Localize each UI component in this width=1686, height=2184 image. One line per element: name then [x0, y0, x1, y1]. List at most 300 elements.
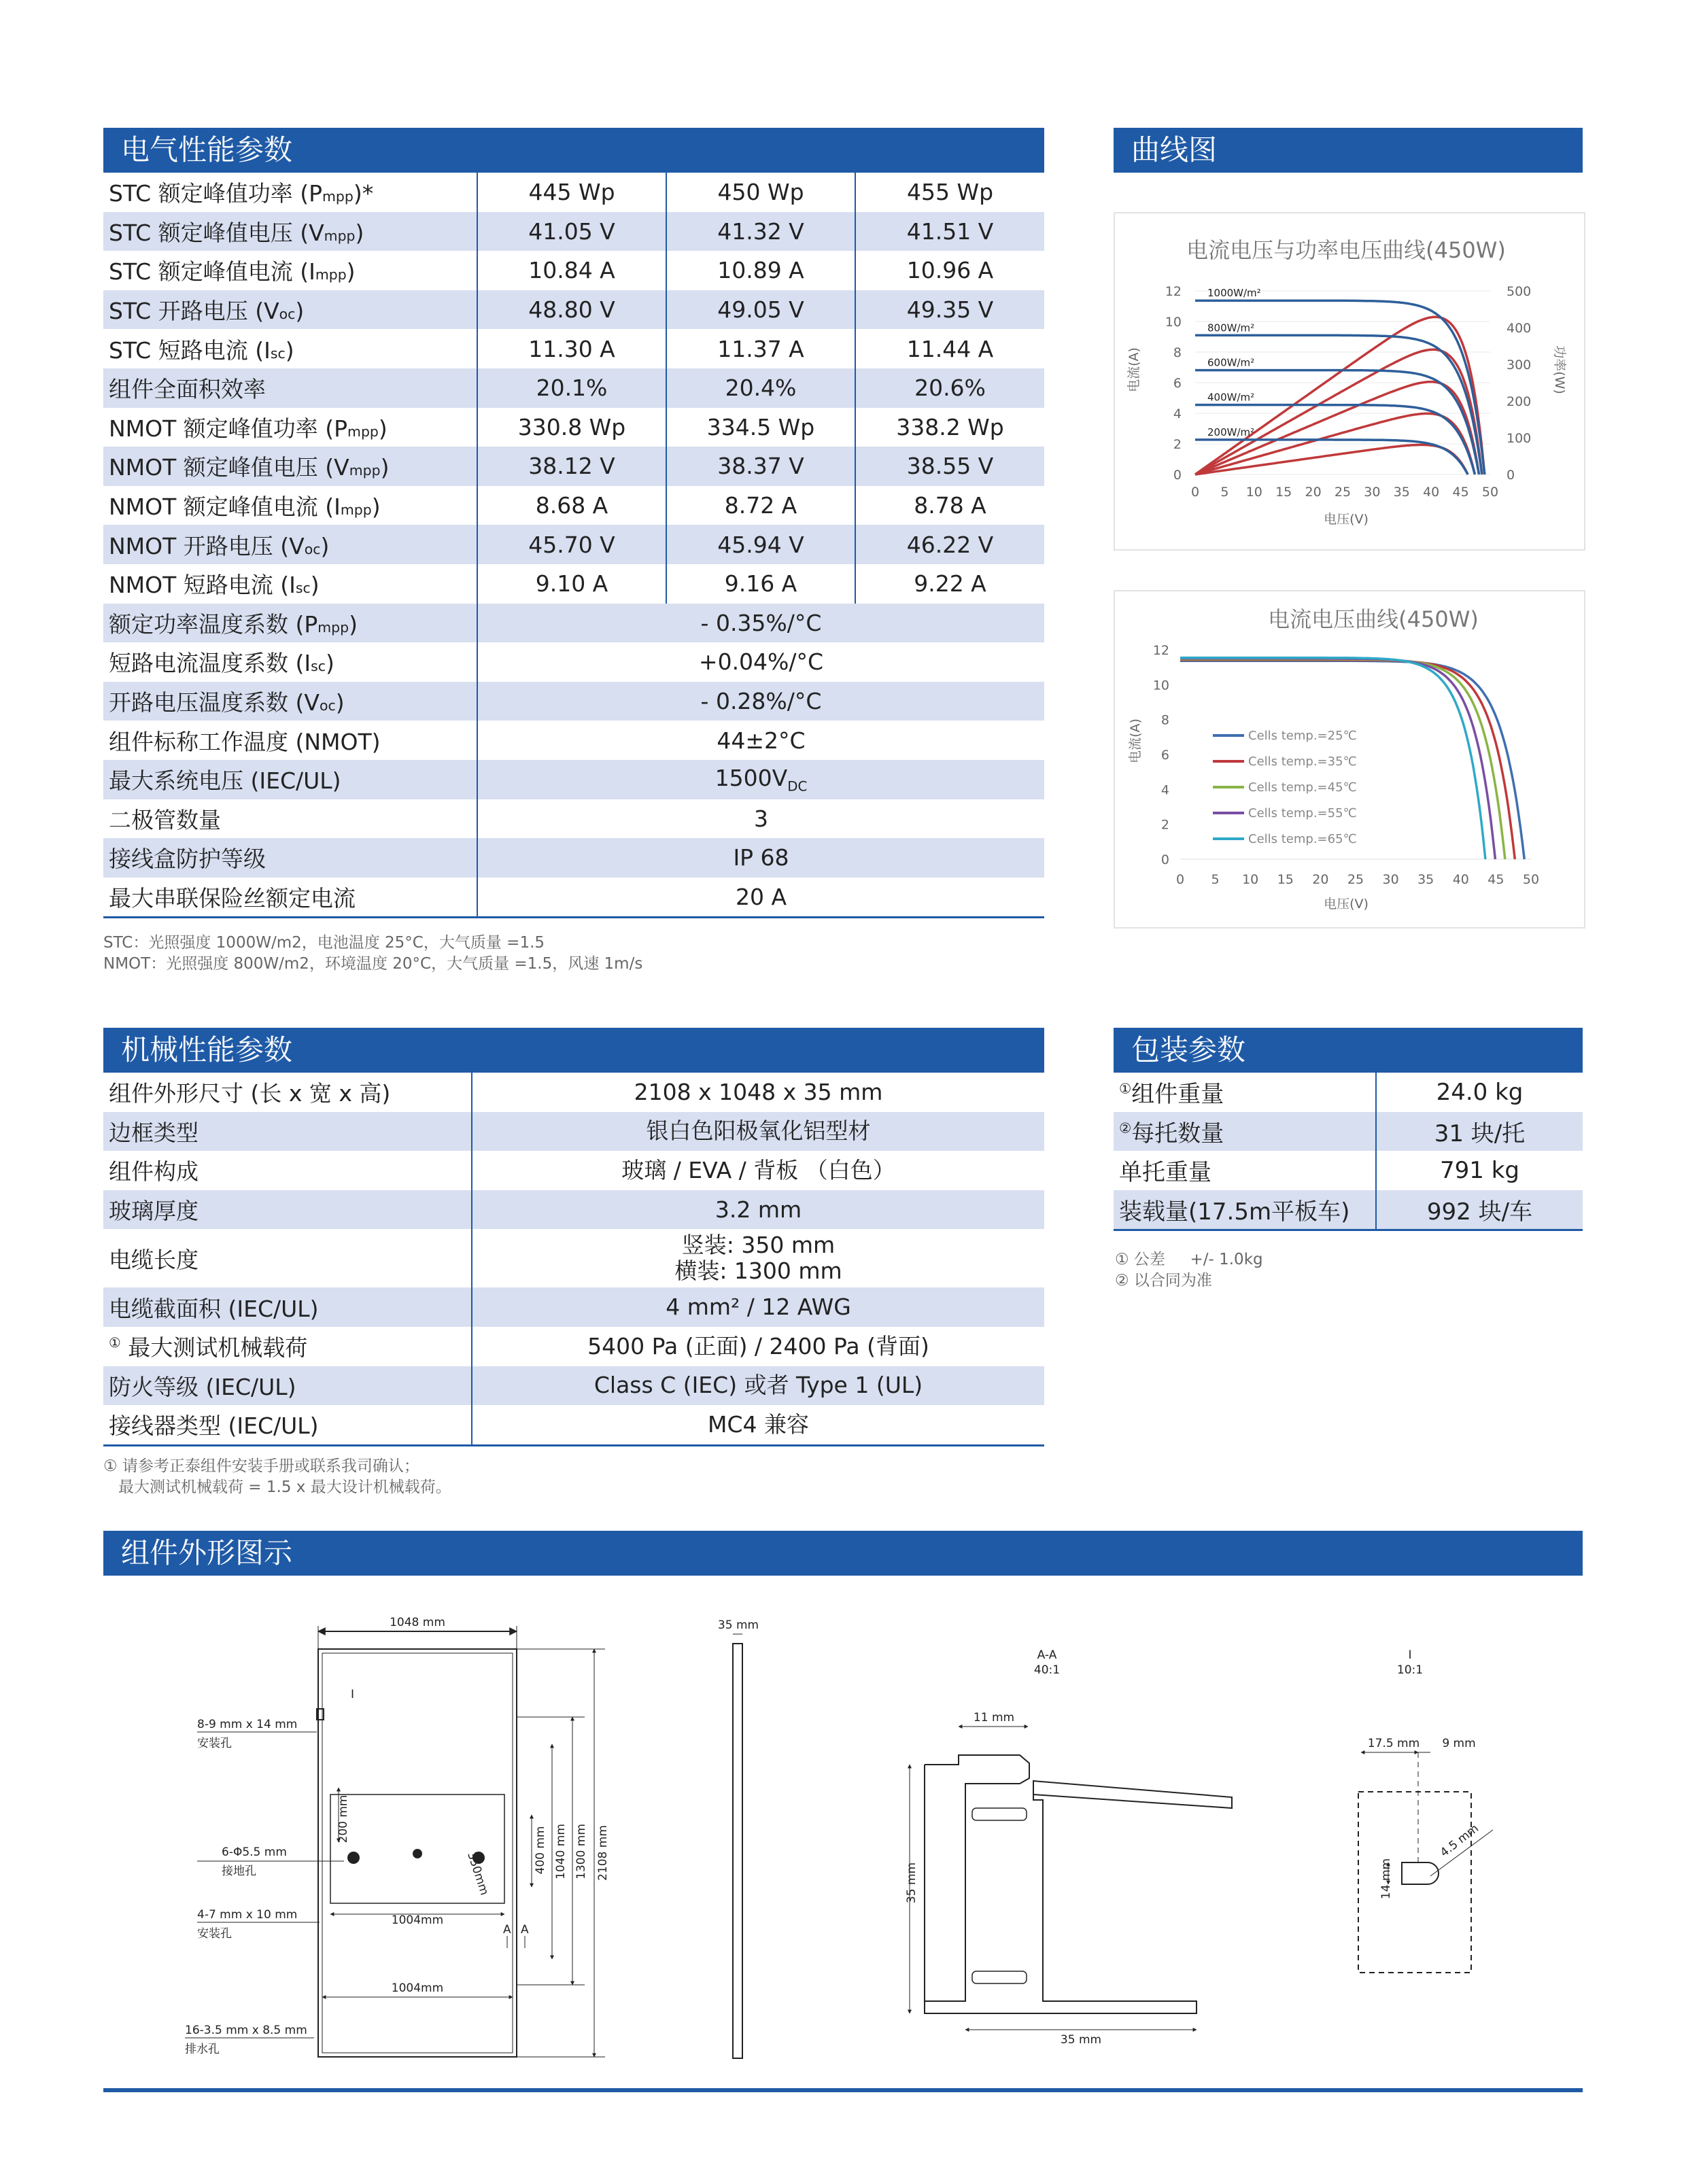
label-subscript: mpp — [317, 619, 349, 636]
mech-label — [103, 1366, 472, 1406]
y-tick-label: 12 — [1152, 643, 1169, 658]
label-text: 玻璃厚度 — [109, 1198, 199, 1225]
mech-value — [472, 1366, 1044, 1406]
spec-value — [477, 878, 1044, 918]
label-text: 边框类型 — [109, 1119, 199, 1146]
dim-width: 1048 mm — [390, 1616, 445, 1629]
irradiance-label: 800W/m² — [1207, 322, 1255, 334]
label-tail: ) — [378, 415, 388, 442]
label-subscript: sc — [270, 345, 286, 362]
y-tick-label: 4 — [1173, 406, 1182, 421]
label-text: 额定功率温度系数 (P — [109, 610, 318, 638]
spec-value: 9.16 A — [666, 564, 855, 604]
y-tick-label: 2 — [1173, 437, 1182, 452]
spec-label — [103, 408, 477, 447]
value-text: 1500V — [715, 764, 788, 791]
spec-label — [103, 212, 477, 252]
power-curve-4 — [1195, 445, 1468, 474]
detail-title: I — [1408, 1648, 1412, 1662]
label-subscript: mpp — [315, 266, 347, 283]
label-subscript: sc — [295, 580, 311, 597]
electrical-notes — [103, 933, 642, 975]
irradiance-label: 600W/m² — [1207, 356, 1255, 369]
mech-value — [472, 1190, 1044, 1230]
footnote-mark: ① — [109, 1335, 121, 1351]
value-line: 横装: 1300 mm — [674, 1258, 842, 1285]
section-mark-a1: A — [503, 1923, 511, 1937]
y-tick-label: 6 — [1160, 748, 1169, 763]
pack-note-1: ① 公差 +/- 1.0kg — [1115, 1251, 1263, 1268]
spec-row — [103, 368, 1044, 408]
spec-value: 330.8 Wp — [477, 408, 666, 447]
label-tail: ) — [326, 650, 334, 677]
spec-row — [103, 251, 1044, 290]
iv-pv-chart-box — [1114, 212, 1585, 551]
spec-value: 48.80 V — [477, 290, 666, 330]
spec-value — [477, 721, 1044, 760]
spec-row — [103, 173, 1044, 212]
ground-hole-label: 6-Φ5.5 mm — [222, 1845, 287, 1859]
label-subscript: oc — [304, 540, 321, 557]
spec-row — [103, 838, 1044, 878]
mech-label — [103, 1112, 472, 1151]
value-text: 20 A — [735, 883, 787, 910]
label-text: NMOT 额定峰值电压 (V — [109, 454, 349, 481]
label-tail: ) — [346, 258, 356, 285]
label-tail: ) — [310, 572, 320, 599]
spec-value — [477, 604, 1044, 643]
x-tick-label: 20 — [1305, 485, 1322, 500]
label-subscript: mpp — [322, 188, 354, 205]
label-text: 最大系统电压 (IEC/UL) — [109, 767, 341, 795]
spec-row — [103, 447, 1044, 486]
value-line: MC4 兼容 — [708, 1410, 809, 1438]
irradiance-label: 400W/m² — [1207, 391, 1255, 404]
pack-label — [1114, 1151, 1376, 1190]
value-text: 44±2°C — [717, 727, 806, 754]
x-tick-label: 45 — [1452, 485, 1469, 500]
spec-value: 338.2 Wp — [855, 408, 1044, 447]
spec-label — [103, 290, 477, 330]
spec-value — [477, 642, 1044, 682]
spec-value: 11.44 A — [855, 329, 1044, 368]
spec-row — [103, 486, 1044, 525]
label-subscript: mpp — [347, 423, 379, 440]
spec-label — [103, 682, 477, 721]
value-text: - 0.28%/°C — [700, 688, 822, 715]
label-subscript: oc — [279, 306, 296, 323]
chart2-title: 电流电压曲线(450W) — [1268, 606, 1479, 632]
x-tick-label: 20 — [1312, 872, 1329, 887]
y-tick-label: 0 — [1173, 468, 1182, 483]
irradiance-label: 200W/m² — [1207, 426, 1255, 438]
mech-value — [472, 1405, 1044, 1445]
mech-row — [103, 1405, 1044, 1445]
label-text: NMOT 额定峰值功率 (P — [109, 415, 348, 442]
footnote-mark: ② — [1119, 1120, 1132, 1137]
mech-value — [472, 1112, 1044, 1151]
spec-label — [103, 838, 477, 878]
mech-label — [103, 1229, 472, 1287]
mech-label — [103, 1405, 472, 1445]
label-tail: ) — [320, 532, 330, 559]
dim-11: 11 mm — [973, 1711, 1015, 1724]
x-tick-label: 25 — [1334, 485, 1352, 500]
section-scale: 40:1 — [1033, 1663, 1061, 1677]
spec-row — [103, 604, 1044, 643]
spec-value: 20.4% — [666, 368, 855, 408]
spec-value: 38.12 V — [477, 447, 666, 486]
x-tick-label: 15 — [1275, 485, 1292, 500]
spec-row — [103, 525, 1044, 564]
y-tick-label: 6 — [1173, 376, 1182, 391]
spec-value: 11.37 A — [666, 329, 855, 368]
slot-hole — [1402, 1862, 1439, 1884]
module-drawings — [0, 1584, 1686, 2100]
label-text: 组件重量 — [1131, 1081, 1224, 1109]
module-side-outline — [733, 1644, 742, 2058]
value-subscript: DC — [787, 778, 808, 795]
y-tick-label: 8 — [1160, 712, 1169, 728]
pack-note-2: ② 以合同为准 — [1115, 1272, 1212, 1289]
y2-tick-label: 200 — [1507, 394, 1532, 409]
chart2-ylabel: 电流(A) — [1128, 718, 1143, 763]
spec-value: 46.22 V — [855, 525, 1044, 564]
x-tick-label: 25 — [1347, 872, 1364, 887]
spec-row — [103, 290, 1044, 330]
label-text: 单托重量 — [1119, 1159, 1211, 1187]
x-tick-label: 5 — [1211, 872, 1220, 887]
label-text: STC 额定峰值功率 (P — [109, 180, 322, 207]
y2-tick-label: 100 — [1507, 431, 1532, 446]
spec-row — [103, 682, 1044, 721]
spec-value: 41.32 V — [666, 212, 855, 252]
chart1-y2label: 功率(W) — [1552, 345, 1567, 394]
y2-tick-label: 500 — [1507, 284, 1532, 299]
packaging-notes — [1115, 1249, 1263, 1292]
label-text: 电缆截面积 (IEC/UL) — [109, 1295, 319, 1322]
x-tick-label: 0 — [1190, 485, 1200, 500]
y2-tick-label: 0 — [1507, 468, 1515, 483]
y-tick-label: 10 — [1165, 315, 1182, 330]
label-subscript: mpp — [324, 227, 356, 244]
mech-row — [103, 1112, 1044, 1151]
spec-label — [103, 486, 477, 525]
spec-value: 455 Wp — [855, 173, 1044, 212]
spec-value: 45.94 V — [666, 525, 855, 564]
dim-thickness: 35 mm — [717, 1618, 759, 1632]
connector-left — [348, 1852, 359, 1863]
spec-value: 10.89 A — [666, 251, 855, 290]
footnote-mark: ① — [1119, 1080, 1132, 1097]
spec-label — [103, 329, 477, 368]
section-title: A-A — [1037, 1648, 1057, 1662]
label-text: 每托数量 — [1131, 1120, 1224, 1147]
spec-value: 38.37 V — [666, 447, 855, 486]
pack-value: 24.0 kg — [1376, 1073, 1583, 1112]
mech-row — [103, 1327, 1044, 1366]
label-tail: )* — [353, 180, 374, 207]
label-tail: ) — [295, 298, 305, 325]
pack-value: 992 块/车 — [1376, 1190, 1583, 1230]
x-tick-label: 35 — [1393, 485, 1410, 500]
detail-scale: 10:1 — [1396, 1663, 1424, 1677]
x-tick-label: 10 — [1242, 872, 1259, 887]
irradiance-label: 1000W/m² — [1207, 287, 1261, 300]
legend-label: Cells temp.=25℃ — [1248, 729, 1357, 743]
iv-pv-chart — [1115, 213, 1584, 549]
label-text: 组件标称工作温度 (NMOT) — [109, 728, 381, 755]
x-tick-label: 5 — [1220, 485, 1229, 500]
label-subscript: oc — [319, 697, 336, 714]
spec-row — [103, 564, 1044, 604]
spec-value: 9.10 A — [477, 564, 666, 604]
pack-row — [1114, 1073, 1583, 1112]
x-tick-label: 15 — [1277, 872, 1294, 887]
spec-value — [477, 838, 1044, 878]
legend-label: Cells temp.=35℃ — [1248, 755, 1357, 769]
label-tail: ) — [335, 689, 345, 716]
spec-value: 11.30 A — [477, 329, 666, 368]
label-text: 短路电流温度系数 (I — [109, 650, 311, 677]
mech-value — [472, 1287, 1044, 1327]
spec-value: 49.35 V — [855, 290, 1044, 330]
spec-value: 20.1% — [477, 368, 666, 408]
mount-hole-1-cn: 安装孔 — [197, 1737, 232, 1750]
pack-row — [1114, 1112, 1583, 1151]
label-text: 开路电压温度系数 (V — [109, 689, 320, 716]
spec-value: 10.96 A — [855, 251, 1044, 290]
mech-row — [103, 1229, 1044, 1287]
spec-value: 445 Wp — [477, 173, 666, 212]
spec-value: 8.78 A — [855, 486, 1044, 525]
footer-rule — [103, 2088, 1583, 2092]
y-tick-label: 0 — [1160, 852, 1169, 867]
spec-row — [103, 878, 1044, 918]
mech-value — [472, 1327, 1044, 1366]
dim-1004-a: 1004mm — [391, 1913, 444, 1927]
x-tick-label: 40 — [1423, 485, 1440, 500]
dim-14: 14 mm — [1379, 1858, 1393, 1900]
spec-row — [103, 408, 1044, 447]
mech-value — [472, 1229, 1044, 1287]
packaging-table — [1114, 1073, 1583, 1231]
spec-label — [103, 760, 477, 799]
mechanical-spec-table — [103, 1073, 1044, 1446]
value-line: 银白色阳极氧化铝型材 — [646, 1117, 871, 1145]
label-text: STC 额定峰值电流 (I — [109, 258, 315, 285]
x-tick-label: 30 — [1382, 872, 1399, 887]
label-tail: ) — [355, 219, 364, 246]
mech-value — [472, 1073, 1044, 1112]
spec-row — [103, 721, 1044, 760]
spec-value: 450 Wp — [666, 173, 855, 212]
label-text: 最大测试机械载荷 — [120, 1334, 308, 1362]
label-tail: ) — [285, 336, 294, 364]
label-text: STC 开路电压 (V — [109, 298, 279, 325]
spec-value: 41.05 V — [477, 212, 666, 252]
value-line: 4 mm² / 12 AWG — [666, 1294, 851, 1321]
spec-value — [477, 799, 1044, 839]
dim-35-horizontal: 35 mm — [1060, 2033, 1102, 2047]
pack-label — [1114, 1073, 1376, 1112]
nmot-note: NMOT：光照强度 800W/m2，环境温度 20°C，大气质量 =1.5，风速 1m/s — [103, 955, 643, 973]
chart1-ylabel: 电流(A) — [1126, 347, 1141, 392]
mech-row — [103, 1287, 1044, 1327]
dim-9: 9 mm — [1442, 1737, 1476, 1750]
mech-row — [103, 1190, 1044, 1230]
spec-label — [103, 721, 477, 760]
pack-label — [1114, 1112, 1376, 1151]
spec-label — [103, 251, 477, 290]
value-line: 竖装: 350 mm — [681, 1232, 836, 1259]
spec-value: 45.70 V — [477, 525, 666, 564]
dim-1040: 1040 mm — [554, 1824, 568, 1879]
mech-label — [103, 1073, 472, 1112]
label-subscript: mpp — [349, 462, 381, 479]
label-text: 组件外形尺寸 (长 x 宽 x 高) — [109, 1080, 391, 1107]
spec-row — [103, 760, 1044, 799]
mech-value — [472, 1151, 1044, 1190]
x-tick-label: 45 — [1487, 872, 1504, 887]
spec-label — [103, 447, 477, 486]
label-text: 组件全面积效率 — [109, 376, 266, 403]
mount-hole-2-label: 4-7 mm x 10 mm — [197, 1908, 298, 1922]
y2-tick-label: 300 — [1507, 358, 1532, 372]
value-text: IP 68 — [733, 844, 789, 871]
iv-curve-2 — [1195, 370, 1479, 475]
spec-value: 8.72 A — [666, 486, 855, 525]
stc-note: STC：光照强度 1000W/m2，电池温度 25°C，大气质量 =1.5 — [103, 934, 545, 952]
mech-note-2: 最大测试机械载荷 = 1.5 x 最大设计机械载荷。 — [118, 1478, 451, 1496]
mech-label — [103, 1287, 472, 1327]
electrical-spec-table — [103, 173, 1044, 918]
x-tick-label: 35 — [1417, 872, 1434, 887]
label-text: STC 短路电流 (I — [109, 336, 271, 364]
pack-label — [1114, 1190, 1376, 1230]
value-text: - 0.35%/°C — [700, 609, 822, 636]
x-tick-label: 30 — [1364, 485, 1381, 500]
spec-value — [477, 682, 1044, 721]
dim-200: 200 mm — [337, 1795, 350, 1843]
detail-marker-i: I — [351, 1688, 355, 1701]
label-subscript: mpp — [340, 502, 372, 519]
label-text: 电缆长度 — [109, 1246, 199, 1273]
drain-hole-cn: 排水孔 — [185, 2043, 220, 2056]
mechanical-notes — [103, 1456, 451, 1498]
value-line: Class C (IEC) 或者 Type 1 (UL) — [593, 1372, 923, 1399]
spec-value: 10.84 A — [477, 251, 666, 290]
legend-label: Cells temp.=45℃ — [1248, 780, 1357, 795]
value-line: 玻璃 / EVA / 背板 （白色） — [621, 1156, 895, 1183]
pack-row — [1114, 1190, 1583, 1230]
mech-row — [103, 1073, 1044, 1112]
label-text: 组件构成 — [109, 1158, 199, 1185]
drawing-section-header: 组件外形图示 — [103, 1531, 1583, 1576]
mount-hole-2-cn: 安装孔 — [197, 1927, 232, 1941]
label-text: STC 额定峰值电压 (V — [109, 219, 324, 246]
mech-label — [103, 1151, 472, 1190]
dim-4-5: 4.5 mm — [1437, 1821, 1481, 1860]
spec-label — [103, 173, 477, 212]
drain-hole-label: 16-3.5 mm x 8.5 mm — [185, 2024, 307, 2037]
label-tail: ) — [371, 493, 381, 521]
dim-17-5: 17.5 mm — [1367, 1737, 1420, 1750]
y-tick-label: 10 — [1152, 678, 1169, 693]
label-text: NMOT 额定峰值电流 (I — [109, 493, 341, 521]
label-text: 防火等级 (IEC/UL) — [109, 1373, 296, 1400]
value-text: +0.04%/°C — [698, 648, 824, 676]
spec-label — [103, 799, 477, 839]
label-text: 二极管数量 — [109, 806, 221, 833]
spec-value: 41.51 V — [855, 212, 1044, 252]
mount-hole-1-label: 8-9 mm x 14 mm — [197, 1718, 298, 1731]
spec-label — [103, 368, 477, 408]
pack-row — [1114, 1151, 1583, 1190]
label-text: NMOT 短路电流 (I — [109, 572, 296, 599]
junction-box-center — [413, 1850, 422, 1858]
dim-400: 400 mm — [534, 1826, 547, 1875]
dim-350: 350mm — [464, 1850, 492, 1897]
section-mark-a2: A — [521, 1923, 529, 1937]
value-line: 3.2 mm — [715, 1196, 802, 1223]
curves-section-header: 曲线图 — [1114, 128, 1583, 173]
label-tail: ) — [349, 610, 358, 638]
label-tail: ) — [380, 454, 390, 481]
y-tick-label: 2 — [1160, 817, 1169, 833]
frame-section-outline — [925, 1755, 1232, 2013]
label-text: 装载量(17.5m平板车) — [1119, 1198, 1350, 1226]
x-tick-label: 50 — [1481, 485, 1499, 500]
spec-value — [477, 760, 1044, 799]
pack-value: 31 块/托 — [1376, 1112, 1583, 1151]
spec-value: 20.6% — [855, 368, 1044, 408]
chart2-xlabel: 电压(V) — [1324, 897, 1369, 912]
y-tick-label: 12 — [1165, 284, 1182, 299]
x-tick-label: 40 — [1452, 872, 1469, 887]
mech-label — [103, 1327, 472, 1366]
mech-note-1: ① 请参考正泰组件安装手册或联系我司确认； — [103, 1457, 419, 1475]
legend-label: Cells temp.=55℃ — [1248, 806, 1357, 820]
spec-row — [103, 212, 1044, 252]
mech-row — [103, 1366, 1044, 1406]
label-text: 最大串联保险丝额定电流 — [109, 884, 356, 912]
spec-value: 49.05 V — [666, 290, 855, 330]
spec-row — [103, 329, 1044, 368]
detail-outline — [1358, 1792, 1471, 1973]
dim-35-vertical: 35 mm — [905, 1862, 918, 1904]
x-tick-label: 50 — [1522, 872, 1540, 887]
x-tick-label: 10 — [1245, 485, 1262, 500]
value-line: 2108 x 1048 x 35 mm — [634, 1078, 883, 1105]
chart1-title: 电流电压与功率电压曲线(450W) — [1186, 237, 1506, 263]
x-tick-label: 0 — [1175, 872, 1185, 887]
spec-label — [103, 642, 477, 682]
spec-row — [103, 642, 1044, 682]
mechanical-section-header: 机械性能参数 — [103, 1028, 1044, 1073]
mech-label — [103, 1190, 472, 1230]
spec-value: 334.5 Wp — [666, 408, 855, 447]
value-line: 5400 Pa (正面) / 2400 Pa (背面) — [587, 1332, 929, 1359]
spec-label — [103, 878, 477, 918]
label-text: NMOT 开路电压 (V — [109, 532, 305, 559]
label-subscript: sc — [311, 658, 326, 675]
chart1-xlabel: 电压(V) — [1324, 512, 1369, 527]
spec-row — [103, 799, 1044, 839]
packaging-section-header: 包装参数 — [1114, 1028, 1583, 1073]
spec-label — [103, 525, 477, 564]
spec-label — [103, 564, 477, 604]
